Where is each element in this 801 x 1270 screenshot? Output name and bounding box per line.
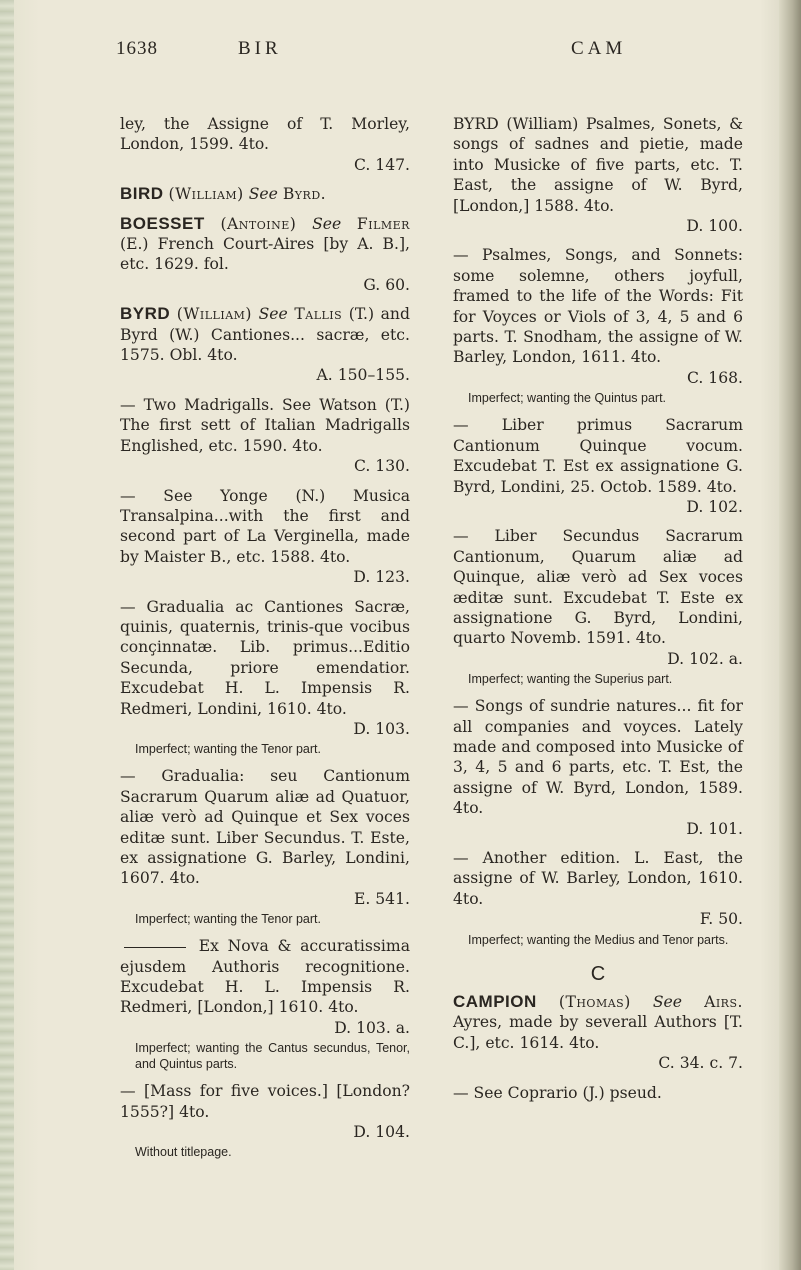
see-reference: See xyxy=(312,214,342,233)
shelfmark: G. 60. xyxy=(363,275,410,294)
binding-gutter xyxy=(0,0,14,1270)
catalog-entry xyxy=(453,1083,743,1103)
entry-text: — [Mass for five voices.] [London? 1555?] 4to. xyxy=(120,1082,410,1121)
see-reference: See xyxy=(652,993,682,1012)
catalog-entry xyxy=(120,597,410,758)
entry-text: (E.) French Court-Aires [by A. B.], etc. 1629. fol. xyxy=(120,235,410,274)
entry-note: Imperfect; wanting the Tenor part. xyxy=(135,912,321,927)
entry-note: Without titlepage. xyxy=(135,1145,232,1160)
shelfmark: D. 103. a. xyxy=(334,1018,410,1037)
left-column xyxy=(120,114,410,1169)
entry-forename: (William) xyxy=(168,185,244,204)
entry-text: — Gradualia: seu Cantionum Sacrarum Quarum aliæ ad Quatuor, aliæ verò ad Quinque et Sex voces editæ sunt. Liber Secundus. T. Este, ex assignatione G. Barley, Londini, 1607. 4to. xyxy=(120,767,410,888)
entry-note: Imperfect; wanting the Medius and Tenor parts. xyxy=(468,932,729,947)
catalog-entry xyxy=(120,395,410,477)
catalog-entry xyxy=(453,526,743,687)
entry-text: ley, the Assigne of T. Morley, London, 1599. 4to. xyxy=(120,115,410,154)
catalog-entry xyxy=(120,936,410,1072)
catalog-entry xyxy=(120,1081,410,1160)
cross-reference: Filmer xyxy=(356,214,410,233)
entry-forename: (William) xyxy=(176,305,252,324)
running-head-left: BIR xyxy=(238,38,282,59)
shelfmark: D. 101. xyxy=(686,819,743,838)
entry-text: — Liber Secundus Sacrarum Cantionum, Quarum aliæ ad Quinque, aliæ verò ad Sex voces æditæ sunt. Excudebat T. Este ex assignatione G. Byrd, Londini, quarto Novemb. 1591. 4to. xyxy=(453,527,743,648)
page-number: 1638 xyxy=(116,38,158,59)
entry-heading: BOESSET xyxy=(120,213,205,233)
shelfmark: F. 50. xyxy=(699,910,743,929)
catalog-entry xyxy=(120,486,410,588)
entry-text: — Another edition. L. East, the assigne of W. Barley, London, 1610. 4to. xyxy=(453,849,743,908)
shelfmark: D. 102. a. xyxy=(667,649,743,668)
catalog-entry xyxy=(453,848,743,948)
shelfmark: D. 102. xyxy=(686,497,743,516)
shelfmark: D. 104. xyxy=(353,1123,410,1142)
page-edge xyxy=(779,0,801,1270)
entry-text: Ayres, made by severall Authors [T. C.], etc. 1614. 4to. xyxy=(453,1013,743,1052)
entry-text: — Songs of sundrie natures... fit for all companies and voyces. Lately made and composed into Musicke of 3, 4, 5 and 6 parts, etc. T. Est, the assigne of W. Byrd, London, 1589. 4to. xyxy=(453,697,743,818)
catalog-entry xyxy=(120,214,410,296)
entry-note: Imperfect; wanting the Tenor part. xyxy=(135,742,321,757)
running-head-right: CAM xyxy=(571,38,627,59)
catalog-entry xyxy=(453,245,743,406)
catalog-entry xyxy=(120,304,410,386)
entry-text: BYRD (William) Psalmes, Sonets, & songs of sadnes and pietie, made into Musicke of five parts, etc. T. East, the assigne of W. Byrd, [London,] 1588. 4to. xyxy=(453,115,743,215)
entry-note: Imperfect; wanting the Superius part. xyxy=(468,672,673,687)
entry-text: (T.) and Byrd (W.) Cantiones... sacræ, etc. 1575. Obl. 4to. xyxy=(120,305,410,365)
catalog-entry xyxy=(120,114,410,175)
entry-text: — See Coprario (J.) pseud. xyxy=(453,1083,662,1102)
entry-heading: BYRD xyxy=(120,304,171,324)
right-column xyxy=(453,114,743,1112)
ditto-rule xyxy=(124,947,186,948)
shelfmark: C. 168. xyxy=(686,368,743,387)
shelfmark: E. 541. xyxy=(353,889,410,908)
catalog-entry xyxy=(453,114,743,236)
entry-text: — Gradualia ac Cantiones Sacræ, quinis, quaternis, trinis-que vocibus conçinnatæ. Lib. primus...Editio Secunda, priore emendatior. Excudebat H. L. Impensis R. Redmeri, Londini, 1610. 4to. xyxy=(120,597,410,718)
entry-forename: (Antoine) xyxy=(220,214,297,233)
entry-text: Ex Nova & accuratissima ejusdem Authoris recognitione. Excudebat H. L. Impensis R. Redmeri, [London,] 1610. 4to. xyxy=(120,937,410,1017)
cross-reference: Tallis xyxy=(294,305,343,324)
catalog-entry xyxy=(453,992,743,1074)
see-reference: See xyxy=(258,305,288,324)
shelfmark: C. 34. c. 7. xyxy=(658,1054,743,1073)
catalog-entry xyxy=(120,766,410,927)
see-reference: See xyxy=(248,185,278,204)
entry-note: Imperfect; wanting the Cantus secundus, Tenor, and Quintus parts. xyxy=(135,1041,410,1072)
section-letter: C xyxy=(590,962,606,985)
catalog-entry xyxy=(453,696,743,839)
shelfmark: C. 147. xyxy=(353,155,410,174)
cross-reference: Byrd. xyxy=(282,185,327,204)
catalog-entry xyxy=(453,415,743,517)
entry-text: — Two Madrigalls. See Watson (T.) The first sett of Italian Madrigalls Englished, etc. 1590. 4to. xyxy=(120,395,410,455)
shelfmark: C. 130. xyxy=(353,457,410,476)
entry-text: — See Yonge (N.) Musica Transalpina...with the first and second part of La Verginella, made by Maister B., etc. 1588. 4to. xyxy=(120,486,410,566)
entry-text: — Psalmes, Songs, and Sonnets: some solemne, others joyfull, framed to the life of the Words: Fit for Voyces or Viols of 3, 4, 5 and 6 parts. T. Snodham, the assigne of W. Barley, London, 1611. 4to. xyxy=(453,246,743,367)
shelfmark: D. 123. xyxy=(353,568,410,587)
shelfmark: A. 150–155. xyxy=(316,366,410,385)
shelfmark: D. 103. xyxy=(353,719,410,738)
shelfmark: D. 100. xyxy=(686,217,743,236)
running-header xyxy=(116,38,756,68)
entry-heading: BIRD xyxy=(120,184,164,204)
entry-forename: (Thomas) xyxy=(558,993,631,1012)
cross-reference: Airs. xyxy=(704,993,743,1012)
entry-note: Imperfect; wanting the Quintus part. xyxy=(468,391,667,406)
entry-heading: CAMPION xyxy=(453,992,537,1012)
catalog-entry xyxy=(120,184,410,204)
entry-text: — Liber primus Sacrarum Cantionum Quinque vocum. Excudebat T. Est ex assignatione G. Byrd, Londini, 25. Octob. 1589. 4to. xyxy=(453,416,743,496)
